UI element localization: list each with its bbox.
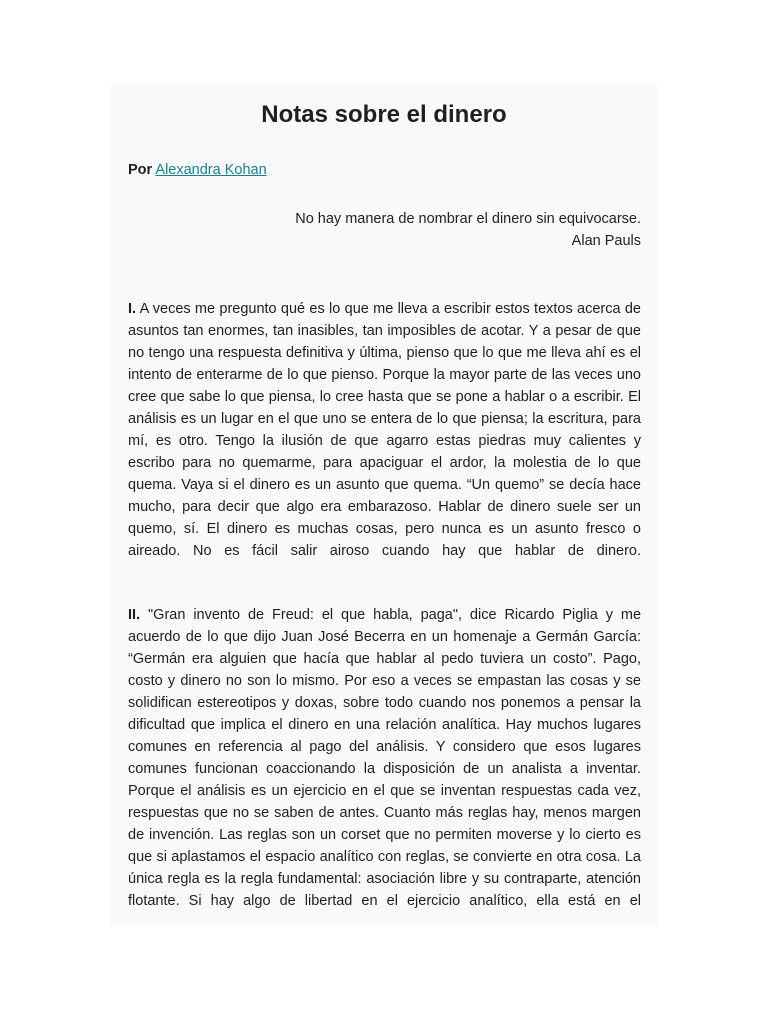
document-page (110, 85, 658, 925)
section-1 (128, 298, 641, 562)
section-2 (128, 604, 641, 912)
article-title: Notas sobre el dinero (261, 101, 507, 128)
by-label: Por (128, 162, 153, 178)
epigraph-attribution: Alan Pauls (571, 233, 641, 249)
section-2-text: "Gran invento de Freud: el que habla, paga", dice Ricardo Piglia y me acuerdo de lo que dijo Juan José Becerra en un homenaje a Germán García: “Germán era alguien que hacía que hablar al pedo tuviera un costo”. Pago, costo y dinero no son lo mismo. Por eso a veces se empastan las cosas y se solidifican estereotipos y doxas, sobre todo cuando nos ponemos a pensar la dificultad que implica el dinero en una relación analítica. Hay muchos lugares comunes en referencia al pago del análisis. Y considero que esos lugares comunes funcionan coaccionando la disposición de un analista a inventar. Porque el análisis es un ejercicio en el que se inventan respuestas cada vez, respuestas que no se saben de antes. Cuanto más reglas hay, menos margen de invención. Las reglas son un corset que no permiten moverse y lo cierto es que si aplastamos el espacio analítico con reglas, se convierte en otra cosa. La única regla es la regla fundamental: asociación libre y su contraparte, atención flotante. Si hay algo de libertad en el ejercicio analítico, ella está en el (128, 607, 642, 909)
epigraph-quote: No hay manera de nombrar el dinero sin equivocarse. (295, 211, 641, 227)
section-1-text: A veces me pregunto qué es lo que me lleva a escribir estos textos acerca de asuntos tan enormes, tan inasibles, tan imposibles de acotar. Y a pesar de que no tengo una respuesta definitiva y última, pienso que lo que me lleva ahí es el intento de enterarme de lo que pienso. Porque la mayor parte de las veces uno cree que sabe lo que piensa, lo cree hasta que se pone a hablar o a escribir. El análisis es un lugar en el que uno se entera de lo que piensa; la escritura, para mí, es otro. Tengo la ilusión de que agarro estas piedras muy calientes y escribo para no quemarme, para apaciguar el ardor, la molestia de lo que quema. Vaya si el dinero es un asunto que quema. “Un quemo” se decía hace mucho, para decir que algo era embarazoso. Hablar de dinero suele ser un quemo, sí. El dinero es muchas cosas, pero nunca es un asunto fresco o aireado. No es fácil salir airoso cuando hay que hablar de dinero. (128, 301, 641, 559)
section-2-number: II. (128, 607, 141, 623)
byline (128, 160, 267, 180)
epigraph (295, 208, 641, 252)
author-link[interactable]: Alexandra Kohan (155, 162, 267, 178)
section-1-number: I. (128, 301, 137, 317)
